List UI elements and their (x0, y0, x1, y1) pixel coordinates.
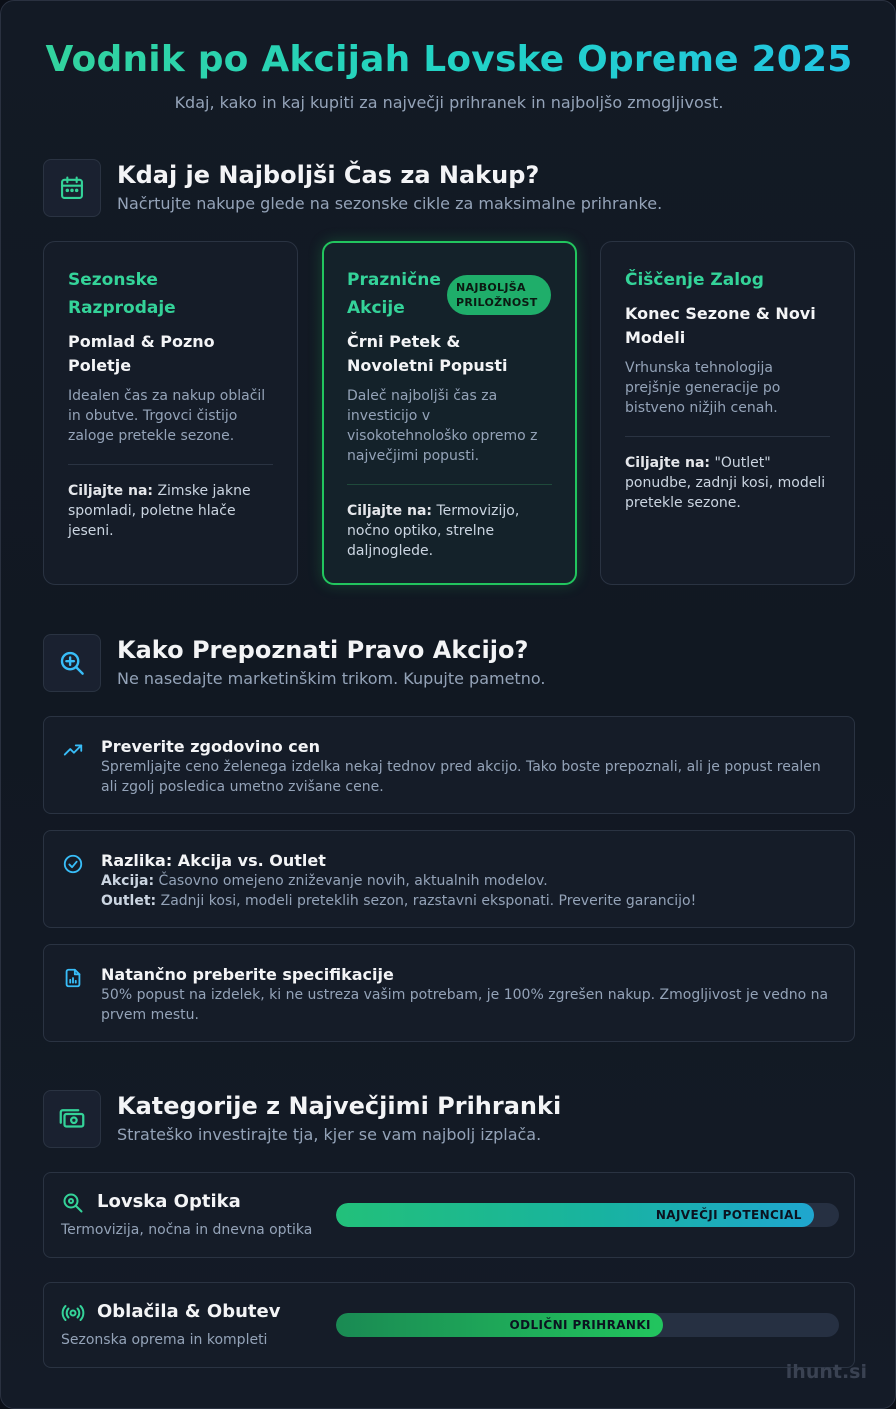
category-clothing-footwear (43, 1282, 855, 1368)
section-categories-title: Kategorije z Največjimi Prihranki (117, 1092, 562, 1120)
tip-title: Natančno preberite specifikacije (101, 965, 394, 984)
page-subtitle: Kdaj, kako in kaj kupiti za največji prihranek in najboljšo zmogljivost. (174, 93, 724, 112)
savings-bar-fill: ODLIČNI PRIHRANKI (336, 1313, 663, 1337)
tip-body: Spremljajte ceno želenega izdelka nekaj tednov pred akcijo. Tako boste prepoznali, ali je popust realen ali zgolj posledica umetno zvišane cene. (101, 759, 821, 795)
category-subtitle: Sezonska oprema in kompleti (61, 1332, 268, 1348)
tip-sale-vs-outlet (43, 830, 855, 928)
best-opportunity-badge: NAJBOLJŠA PRILOŽNOST (447, 275, 551, 315)
optics-search-icon (61, 1191, 85, 1215)
card-label: Sezonske Razprodaje (68, 270, 176, 318)
card-target: Ciljajte na: Termovizijo, nočno optiko, strelne daljnoglede. (347, 503, 520, 559)
search-plus-icon (43, 634, 101, 692)
section-categories-subtitle: Strateško investirajte tja, kjer se vam najbolj izplača. (117, 1125, 542, 1144)
card-target: Ciljajte na: Zimske jakne spomladi, poletne hlače jeseni. (68, 483, 251, 539)
section-when-title: Kdaj je Najboljši Čas za Nakup? (117, 161, 540, 189)
trending-up-icon (62, 739, 84, 761)
card-description: Daleč najboljši čas za investicijo v visokotehnološko opremo z največjimi popusti. (347, 388, 538, 464)
tip-title: Razlika: Akcija vs. Outlet (101, 851, 326, 870)
savings-bar-fill: NAJVEČJI POTENCIAL (336, 1203, 814, 1227)
section-how-title: Kako Prepoznati Pravo Akcijo? (117, 636, 529, 664)
card-target: Ciljajte na: "Outlet" ponudbe, zadnji kosi, modeli pretekle sezone. (625, 455, 826, 511)
category-hunting-optics (43, 1172, 855, 1258)
tip-price-history (43, 716, 855, 814)
card-heading: Črni Petek & Novoletni Popusti (347, 332, 508, 375)
category-title: Lovska Optika (97, 1191, 241, 1212)
savings-bar (336, 1203, 839, 1227)
money-icon (43, 1090, 101, 1148)
watermark: ihunt.si (785, 1361, 867, 1383)
card-stock-clearance (600, 241, 855, 585)
card-label: Čiščenje Zalog (625, 270, 764, 290)
card-heading: Pomlad & Pozno Poletje (68, 332, 215, 375)
section-when-subtitle: Načrtujte nakupe glede na sezonske cikle za maksimalne prihranke. (117, 194, 663, 213)
divider (347, 484, 552, 485)
divider (625, 436, 830, 437)
broadcast-icon (61, 1301, 85, 1325)
tip-read-specs (43, 944, 855, 1042)
check-circle-icon (62, 853, 84, 875)
card-label: Praznične Akcije (347, 270, 441, 318)
category-subtitle: Termovizija, nočna in dnevna optika (61, 1222, 313, 1238)
card-description: Idealen čas za nakup oblačil in obutve. Trgovci čistijo zaloge pretekle sezone. (68, 388, 266, 444)
savings-bar (336, 1313, 839, 1337)
divider (68, 464, 273, 465)
document-chart-icon (62, 967, 84, 989)
tip-body: 50% popust na izdelek, ki ne ustreza vašim potrebam, je 100% zgrešen nakup. Zmogljivost je vedno na prvem mestu. (101, 987, 829, 1023)
card-description: Vrhunska tehnologija prejšnje generacije po bistveno nižjih cenah. (625, 360, 781, 416)
tip-title: Preverite zgodovino cen (101, 737, 320, 756)
card-holiday-deals (322, 241, 577, 585)
tip-body: Akcija: Časovno omejeno zniževanje novih, aktualnih modelov. Outlet: Zadnji kosi, modeli preteklih sezon, razstavni eksponati. Preverite garancijo! (101, 873, 697, 909)
card-heading: Konec Sezone & Novi Modeli (625, 304, 816, 347)
card-seasonal-sales (43, 241, 298, 585)
category-title: Oblačila & Obutev (97, 1301, 281, 1322)
section-how-subtitle: Ne nasedajte marketinškim trikom. Kupujte pametno. (117, 669, 546, 688)
page-title: Vodnik po Akcijah Lovske Opreme 2025 (1, 39, 896, 80)
calendar-icon (43, 159, 101, 217)
